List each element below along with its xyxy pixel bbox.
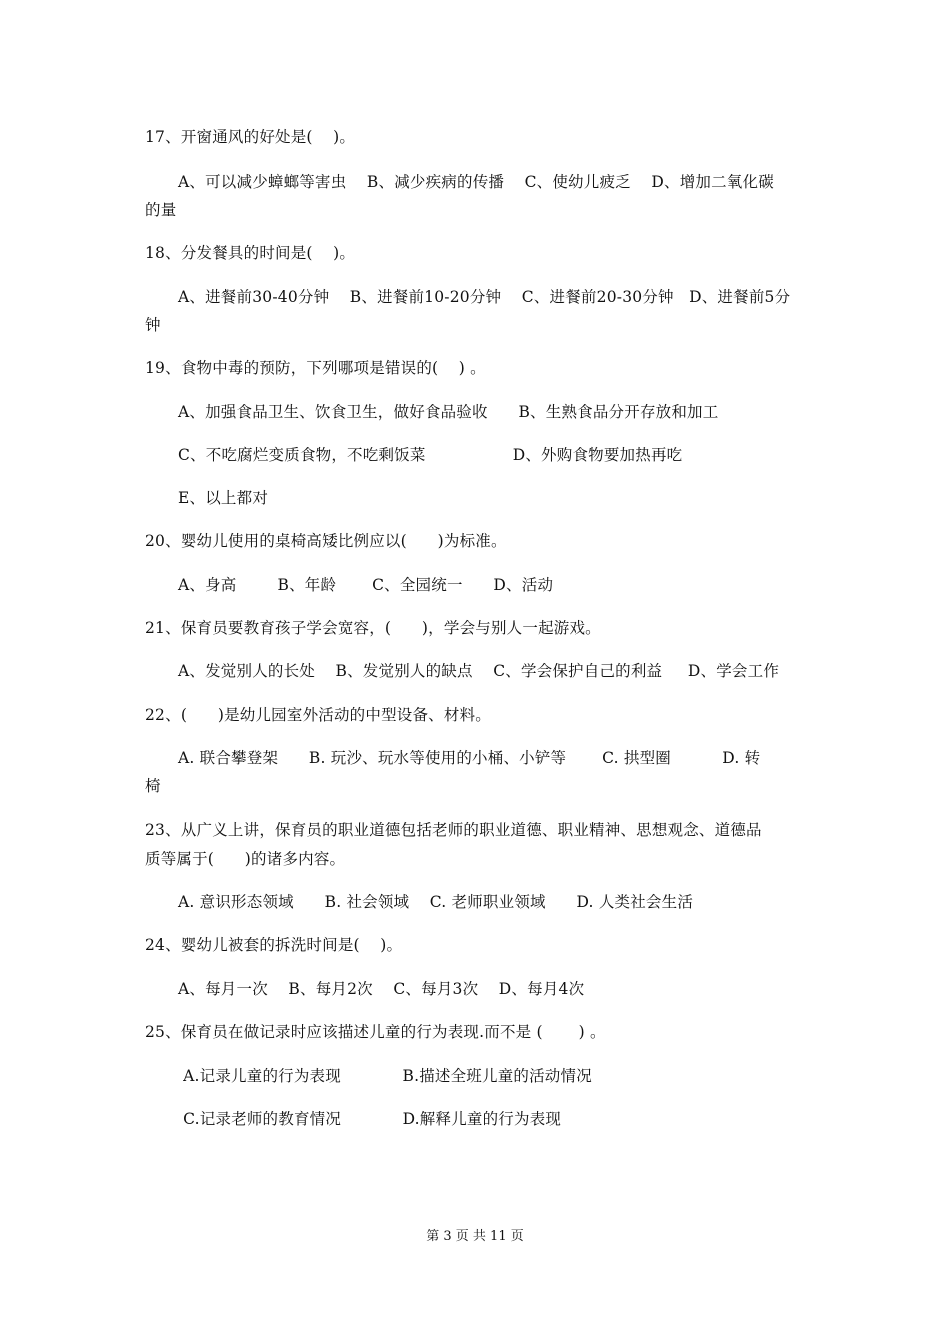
question-18-stem: 18、分发餐具的时间是( )。 [145,244,356,262]
question-22-stem: 22、( )是幼儿园室外活动的中型设备、材料。 [145,706,491,724]
question-22-options-continued: 椅 [145,777,161,795]
question-25-options-cd: C.记录老师的教育情况 D.解释儿童的行为表现 [178,1110,562,1128]
question-21-options: A、发觉别人的长处 B、发觉别人的缺点 C、学会保护自己的利益 D、学会工作 [178,662,780,680]
question-18-options-continued: 钟 [145,316,161,334]
question-20-stem: 20、婴幼儿使用的桌椅高矮比例应以( )为标准。 [145,532,507,550]
question-25-options-ab: A.记录儿童的行为表现 B.描述全班儿童的活动情况 [178,1067,592,1085]
question-21-stem: 21、保育员要教育孩子学会宽容，( )，学会与别人一起游戏。 [145,619,601,637]
page-number-footer: 第 3 页 共 11 页 [426,1229,524,1244]
question-17-stem: 17、开窗通风的好处是( )。 [145,128,356,146]
question-22-options: A. 联合攀登架 B. 玩沙、玩水等使用的小桶、小铲等 C. 拱型圈 D. 转 [178,749,761,767]
question-19-options-ab: A、加强食品卫生、饮食卫生，做好食品验收 B、生熟食品分开存放和加工 [178,403,719,421]
question-19-stem: 19、食物中毒的预防，下列哪项是错误的( ) 。 [145,359,486,377]
question-24-options: A、每月一次 B、每月2次 C、每月3次 D、每月4次 [178,980,585,998]
question-23-stem: 23、从广义上讲，保育员的职业道德包括老师的职业道德、职业精神、思想观念、道德品 [145,821,762,839]
question-23-stem-continued: 质等属于( )的诸多内容。 [145,850,346,868]
question-25-stem: 25、保育员在做记录时应该描述儿童的行为表现.而不是 ( ) 。 [145,1023,606,1041]
question-19-options-cd: C、不吃腐烂变质食物，不吃剩饭菜 D、外购食物要加热再吃 [178,446,683,464]
question-17-options: A、可以减少蟑螂等害虫 B、减少疾病的传播 C、使幼儿疲乏 D、增加二氧化碳 [178,173,774,191]
question-19-options-e: E、以上都对 [178,489,269,507]
question-20-options: A、身高 B、年龄 C、全园统一 D、活动 [178,576,554,594]
question-17-options-continued: 的量 [145,201,177,219]
question-24-stem: 24、婴幼儿被套的拆洗时间是( )。 [145,936,403,954]
question-18-options: A、进餐前30-40分钟 B、进餐前10-20分钟 C、进餐前20-30分钟 D、进餐前5分 [178,288,791,306]
question-23-options: A. 意识形态领域 B. 社会领域 C. 老师职业领域 D. 人类社会生活 [178,893,694,911]
